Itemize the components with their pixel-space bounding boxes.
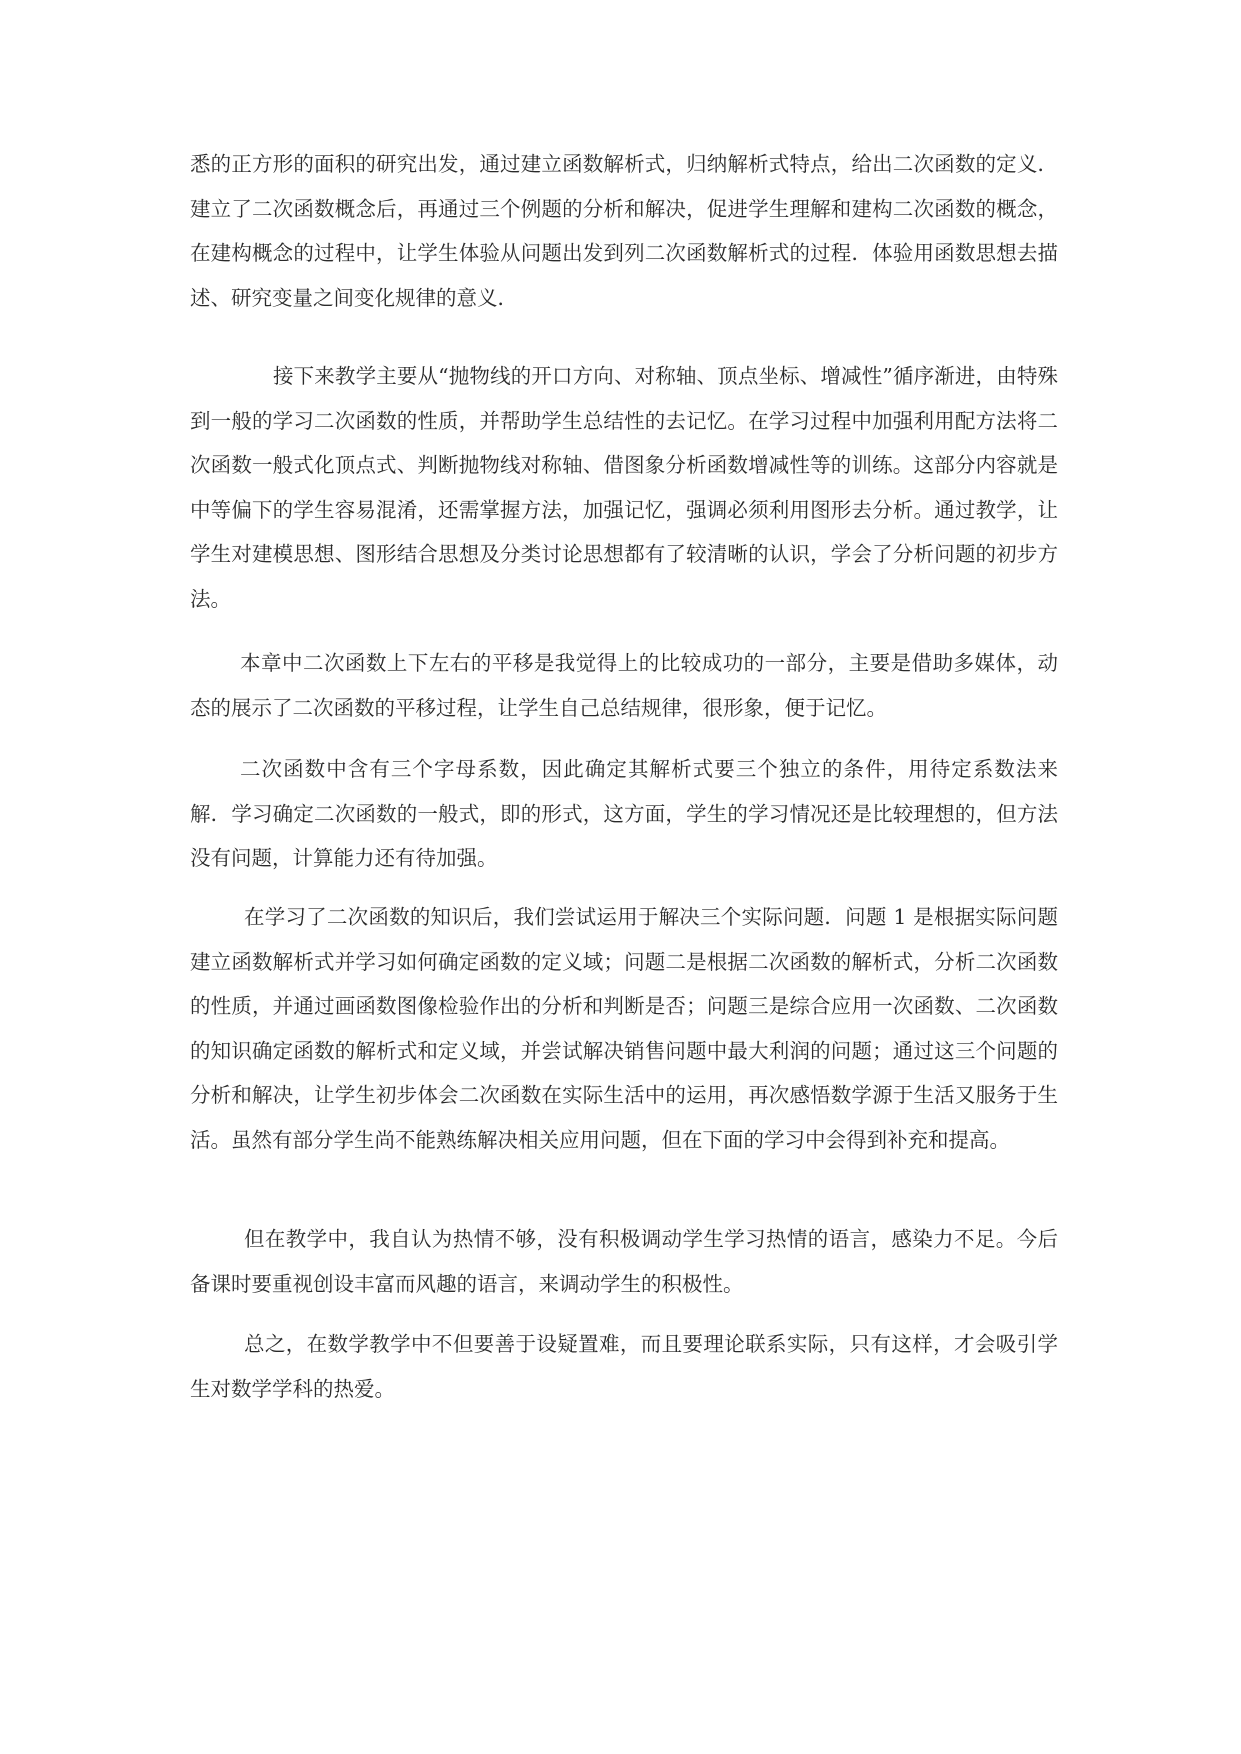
paragraph-1: 悉的正方形的面积的研究出发，通过建立函数解析式，归纳解析式特点，给出二次函数的定义．建立了二次函数概念后，再通过三个例题的分析和解决，促进学生理解和建构二次函数的概念，在建构概念的过程中，让学生体验从问题出发到列二次函数解析式的过程．体验用函数思想去描述、研究变量之间变化规律的意义． xyxy=(190,152,1058,310)
paragraph-6: 但在教学中，我自认为热情不够，没有积极调动学生学习热情的语言，感染力不足。今后备课时要重视创设丰富而风趣的语言，来调动学生的积极性。 xyxy=(190,1227,1058,1296)
paragraph-4: 二次函数中含有三个字母系数，因此确定其解析式要三个独立的条件，用待定系数法来解．学习确定二次函数的一般式，即的形式，这方面，学生的学习情况还是比较理想的，但方法没有问题，计算能力还有待加强。 xyxy=(190,757,1058,870)
paragraph-3: 本章中二次函数上下左右的平移是我觉得上的比较成功的一部分，主要是借助多媒体，动态的展示了二次函数的平移过程，让学生自己总结规律，很形象，便于记忆。 xyxy=(190,651,1058,720)
paragraph-5: 在学习了二次函数的知识后，我们尝试运用于解决三个实际问题．问题 1 是根据实际问题建立函数解析式并学习如何确定函数的定义域；问题二是根据二次函数的解析式，分析二次函数的性质，并通过画函数图像检验作出的分析和判断是否；问题三是综合应用一次函数、二次函数的知识确定函数的解析式和定义域，并尝试解决销售问题中最大利润的问题；通过这三个问题的分析和解决，让学生初步体会二次函数在实际生活中的运用，再次感悟数学源于生活又服务于生活。虽然有部分学生尚不能熟练解决相关应用问题，但在下面的学习中会得到补充和提高。 xyxy=(190,905,1058,1152)
paragraph-7: 总之，在数学教学中不但要善于设疑置难，而且要理论联系实际，只有这样，才会吸引学生对数学学科的热爱。 xyxy=(190,1332,1058,1401)
paragraph-2: 接下来教学主要从“抛物线的开口方向、对称轴、顶点坐标、增减性”循序渐进，由特殊到一般的学习二次函数的性质，并帮助学生总结性的去记忆。在学习过程中加强利用配方法将二次函数一般式化顶点式、判断抛物线对称轴、借图象分析函数增减性等的训练。这部分内容就是中等偏下的学生容易混淆，还需掌握方法，加强记忆，强调必须利用图形去分析。通过教学，让学生对建模思想、图形结合思想及分类讨论思想都有了较清晰的认识，学会了分析问题的初步方法。 xyxy=(190,364,1058,611)
